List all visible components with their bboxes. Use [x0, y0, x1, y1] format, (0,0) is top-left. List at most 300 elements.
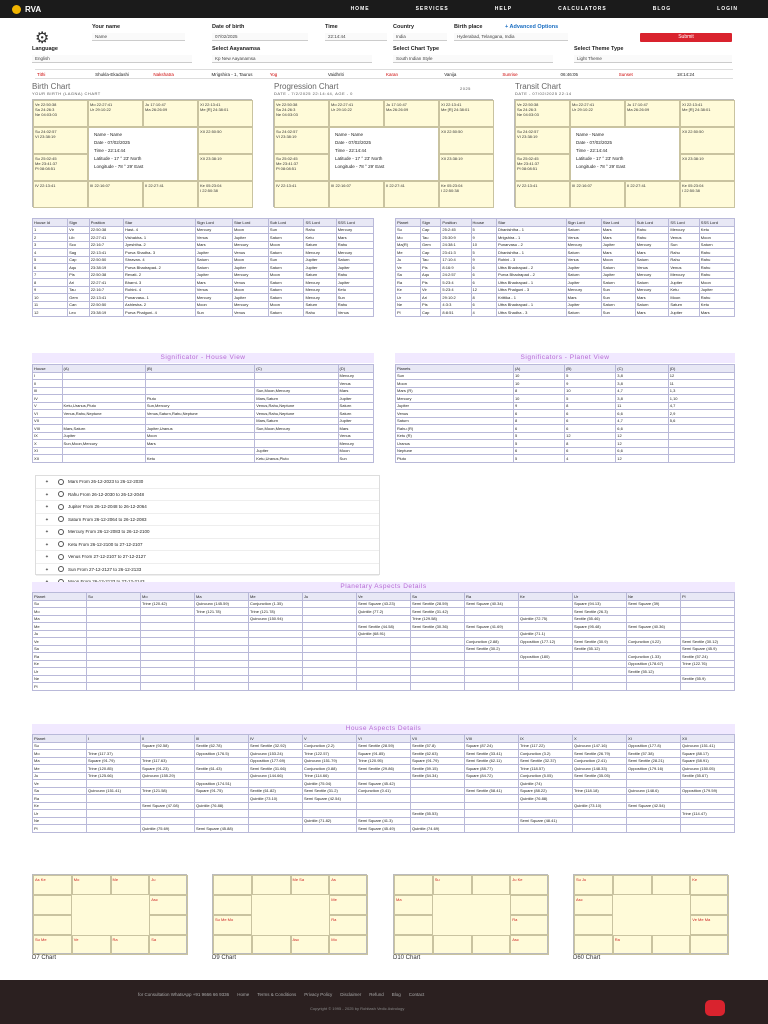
table-cell: Square (91.79) [411, 757, 465, 765]
table-row [33, 380, 374, 388]
chart-house-cell[interactable]: II 22:27:41 [625, 181, 680, 208]
chart-house-cell[interactable]: XII 23:38:19 [439, 154, 494, 181]
div-chart-house-cell[interactable] [510, 895, 549, 915]
div-chart-house-cell[interactable]: As Ke [33, 875, 72, 895]
table-cell: Rahu [699, 294, 734, 302]
table-cell [87, 660, 141, 668]
footer-refund[interactable]: Refund [369, 992, 384, 997]
table-row [33, 615, 735, 623]
div-chart-house-cell[interactable] [213, 935, 252, 955]
footer-privacy[interactable]: Privacy Policy [304, 992, 333, 997]
table-cell: 22:50:50 [89, 301, 123, 309]
table-cell: Tau [421, 256, 441, 264]
chart-house-cell[interactable]: XII 22:50:50 [198, 127, 253, 154]
table-cell: 8 [471, 294, 496, 302]
table-cell [465, 668, 519, 676]
table-row [396, 294, 735, 302]
birth-place-label: Birth place [454, 24, 483, 30]
table-cell: Saturn [195, 256, 232, 264]
table-cell: Mars [635, 249, 669, 257]
brand-logo[interactable] [12, 5, 41, 14]
div-chart-house-cell[interactable] [33, 915, 72, 935]
chart-house-cell[interactable]: II 22:27:41 [143, 181, 198, 208]
table-row [33, 772, 735, 780]
div-chart-house-cell[interactable]: Sa [149, 935, 188, 955]
nav-help[interactable]: HELP [494, 6, 513, 12]
chart-house-cell[interactable]: Su 24:02:57 VI 23:38:19 [274, 127, 329, 154]
table-cell: Square (88.77) [465, 765, 519, 773]
dasha-row[interactable] [36, 514, 379, 527]
table-header-row [33, 735, 735, 743]
chart-house-cell[interactable]: Ke 05:23:04 I 22:50:38 [680, 181, 735, 208]
table-cell: Mercury [304, 294, 336, 302]
div-chart-house-cell[interactable] [252, 935, 291, 955]
chart-house-cell[interactable]: Su 24:02:57 VI 23:38:19 [33, 127, 88, 154]
dasha-row[interactable] [36, 489, 379, 502]
table-row [396, 226, 735, 234]
chart-type-select[interactable]: South Indian Style [393, 55, 553, 63]
nav-blog[interactable]: BLOG [652, 6, 672, 12]
table-cell [303, 668, 357, 676]
chart-house-cell[interactable]: XII 22:50:50 [439, 127, 494, 154]
div-chart-house-cell[interactable] [394, 915, 433, 935]
expand-plus-icon[interactable]: + [45, 566, 49, 572]
div-chart-house-cell[interactable]: Ra [510, 915, 549, 935]
chart-house-cell[interactable]: Ke 05:23:04 I 22:50:38 [198, 181, 253, 208]
chart-center-line: Time - 22:14:44 [94, 148, 126, 153]
table-header-row [33, 219, 374, 227]
div-chart-house-cell[interactable]: Asc [291, 935, 330, 955]
table-row [396, 264, 735, 272]
table-cell: Sun [268, 226, 304, 234]
div-chart-house-cell[interactable] [252, 875, 291, 895]
table-cell: Vir [68, 226, 90, 234]
table-cell: Venus [232, 309, 268, 317]
name-input[interactable]: Name [92, 33, 185, 41]
div-chart-house-cell[interactable] [574, 915, 613, 935]
table-cell [627, 615, 681, 623]
table-cell [303, 615, 357, 623]
div-chart-house-cell[interactable]: Asc [574, 895, 613, 915]
table-cell [87, 615, 141, 623]
div-chart-house-cell[interactable]: Me Sa [291, 875, 330, 895]
chart-house-cell[interactable]: XII 23:38:19 [680, 154, 735, 181]
table-header-cell: VII [411, 735, 465, 743]
table-cell [519, 802, 573, 810]
div-chart-house-cell[interactable]: Asc [149, 895, 188, 915]
table-cell: Moon [145, 432, 254, 440]
table-row [33, 630, 735, 638]
table-cell: 12 [668, 372, 734, 380]
table-cell: 25:30:9 [441, 234, 471, 242]
footer-whatsapp[interactable]: for Consultation WhatsApp +91 9666 66 9336 [138, 992, 230, 997]
table-header-cell: Planet [33, 593, 87, 601]
div-chart-house-cell[interactable]: Me [329, 895, 368, 915]
table-cell: Semi Square (40.36) [627, 623, 681, 631]
table-cell: Mercury [635, 241, 669, 249]
table-cell: 6 [513, 447, 564, 455]
table-row [396, 309, 735, 317]
table-cell [303, 630, 357, 638]
div-chart-house-cell[interactable]: Ju [149, 875, 188, 895]
table-row [33, 417, 374, 425]
expand-plus-icon[interactable]: + [45, 504, 49, 510]
table-cell: Saturn [566, 271, 601, 279]
table-cell: 22:13:41 [89, 294, 123, 302]
chart-house-cell[interactable]: IV 22:13:41 [33, 181, 88, 208]
table-cell [141, 795, 195, 803]
table-cell: Quincunx (148.6) [627, 787, 681, 795]
table-row [396, 440, 735, 448]
chart-house-cell[interactable]: Su 25:02:45 Me 23:41:37 Pl 08:08:51 [515, 154, 570, 181]
table-cell: Purva Bhadrapad - 2 [496, 271, 566, 279]
chart-house-cell[interactable]: XII 22:50:50 [680, 127, 735, 154]
div-chart-house-cell[interactable]: Ra [613, 935, 652, 955]
table-cell: 2 [33, 234, 68, 242]
table-cell: 24:38:1 [441, 241, 471, 249]
table-cell: V [33, 402, 63, 410]
chart-house-cell[interactable]: Su 24:02:57 VI 23:38:19 [515, 127, 570, 154]
table-cell: Purva Shadha- 3 [124, 249, 196, 257]
table-header-cell: House Id [33, 219, 68, 227]
chart-house-cell[interactable]: XI 22:13:41 Me [R] 24:38:01 [198, 100, 253, 127]
chart-house-cell[interactable]: Mo 22:27:41 Ur 29:10:22 [329, 100, 384, 127]
table-header-cell: Su [87, 593, 141, 601]
expand-plus-icon[interactable]: + [45, 541, 49, 547]
table-cell: Saturn [268, 234, 304, 242]
div-chart-house-cell[interactable] [394, 935, 433, 955]
div-chart-house-cell[interactable]: Mo [72, 875, 111, 895]
table-cell: Venus,Saturn,Rahu,Neptune [145, 410, 254, 418]
chart-house-cell[interactable]: Ve 22:50:38 Sa 24:26:3 Ne 04:03:03 [33, 100, 88, 127]
table-cell: Saturn [304, 301, 336, 309]
d9-chart-label: D9 Chart [212, 955, 237, 961]
table-cell: 22:27:41 [89, 279, 123, 287]
table-cell: Square (84.72) [465, 772, 519, 780]
dasha-row[interactable] [36, 526, 379, 539]
table-cell [411, 817, 465, 825]
radio-icon[interactable] [58, 541, 64, 547]
table-cell: 4 [565, 455, 616, 463]
theme-select[interactable]: Light Theme [574, 55, 732, 63]
table-cell [465, 817, 519, 825]
div-chart-house-cell[interactable]: Mo [329, 935, 368, 955]
div-chart-house-cell[interactable] [574, 935, 613, 955]
chart-house-cell[interactable]: Ju 17:10:47 Ma 26:26:09 [625, 100, 680, 127]
table-row [33, 241, 374, 249]
table-header-cell: (D) [668, 365, 734, 373]
table-cell: Venus [195, 234, 232, 242]
ayanamsa-select[interactable]: Kp New Aayanamsa [212, 55, 372, 63]
table-cell: Saturn [268, 309, 304, 317]
dasha-row[interactable] [36, 501, 379, 514]
table-cell: Jupiter [396, 402, 514, 410]
top-navbar [0, 0, 768, 18]
chart-house-cell[interactable]: Ju 17:10:47 Ma 26:26:09 [384, 100, 439, 127]
chat-icon[interactable] [705, 1000, 725, 1016]
table-row [33, 660, 735, 668]
table-cell: Su [396, 226, 421, 234]
chart-house-cell[interactable]: IV 22:13:41 [274, 181, 329, 208]
progression-chart-subtitle: DATE - 7/2/2025 22:14:44, AGE - 0 [274, 91, 353, 96]
div-chart-house-cell[interactable] [433, 935, 472, 955]
table-header-cell: (D) [338, 365, 373, 373]
radio-icon[interactable] [58, 529, 64, 535]
div-chart-house-cell[interactable]: Su Me [33, 935, 72, 955]
table-cell: 1 [33, 226, 68, 234]
table-row [33, 683, 735, 691]
dasha-label: Rahu From 26-12-2030 to 26-12-2048 [68, 491, 145, 497]
dasha-row[interactable] [36, 539, 379, 552]
table-header-cell: XII [681, 735, 735, 743]
table-header-cell: (B) [565, 365, 616, 373]
d7-chart-label: D7 Chart [32, 955, 57, 961]
footer-home[interactable]: Home [237, 992, 250, 997]
expand-plus-icon[interactable]: + [45, 479, 49, 485]
table-cell [519, 810, 573, 818]
div-chart-house-cell[interactable]: Ke [690, 875, 729, 895]
table-cell: 5:23:4 [441, 286, 471, 294]
div-chart-house-cell[interactable] [472, 935, 511, 955]
div-chart-house-cell[interactable]: As [329, 875, 368, 895]
table-cell: Conjunction (5.05) [519, 772, 573, 780]
table-cell: Ke [33, 802, 87, 810]
div-chart-house-cell[interactable] [652, 935, 691, 955]
table-cell [62, 380, 145, 388]
table-cell [681, 825, 735, 833]
sig-house-wrap [32, 364, 374, 463]
table-cell: Jupiter [232, 264, 268, 272]
radio-icon[interactable] [58, 516, 64, 522]
div-chart-house-cell[interactable]: Asc [510, 935, 549, 955]
radio-icon[interactable] [58, 491, 64, 497]
radio-icon[interactable] [58, 504, 64, 510]
table-cell: Opposition (179.59) [681, 787, 735, 795]
time-input[interactable]: 22:14:44 [325, 33, 387, 41]
table-cell: 9 [471, 256, 496, 264]
table-cell: 22:27:41 [89, 234, 123, 242]
div-chart-house-cell[interactable] [213, 895, 252, 915]
table-cell: Jupiter [255, 447, 338, 455]
div-chart-house-cell[interactable]: Me [111, 875, 150, 895]
dob-input[interactable]: 07/02/2025 [212, 33, 308, 41]
chart-type-label: Select Chart Type [393, 46, 440, 52]
chart-house-cell[interactable]: Su 25:02:45 Me 23:41:37 Pl 08:08:51 [33, 154, 88, 181]
table-row [33, 372, 374, 380]
nav-services[interactable]: SERVICES [415, 6, 449, 12]
div-chart-house-cell[interactable] [652, 875, 691, 895]
div-chart-house-cell[interactable]: Ve Me Ma [690, 915, 729, 935]
table-cell: VIII [33, 425, 63, 433]
table-header-cell: House [33, 365, 63, 373]
table-cell: Moon [699, 234, 734, 242]
div-chart-house-cell[interactable]: Su Ju [574, 875, 613, 895]
table-row [33, 675, 735, 683]
table-row [33, 802, 735, 810]
advanced-options-link[interactable]: + Advanced Options [505, 24, 559, 30]
div-chart-house-cell[interactable]: Ve [72, 935, 111, 955]
table-cell: 7 [33, 271, 68, 279]
table-cell [681, 780, 735, 788]
table-cell: Conjunction (2.41) [573, 757, 627, 765]
expand-plus-icon[interactable]: + [45, 491, 49, 497]
progression-year[interactable]: 2025 [460, 86, 471, 91]
footer-copyright: Copyright © 1995 - 2025 by Rohitash Vedic Astrology [310, 1006, 405, 1011]
table-cell: Saturn [669, 301, 699, 309]
table-cell: Quintile (71.1) [519, 630, 573, 638]
table-cell [62, 372, 145, 380]
div-chart-house-cell[interactable]: Ju Ke [510, 875, 549, 895]
div-chart-house-cell[interactable] [213, 875, 252, 895]
expand-plus-icon[interactable]: + [45, 516, 49, 522]
chart-house-cell[interactable]: XII 23:38:19 [198, 154, 253, 181]
nav-calculators[interactable]: CALCULATORS [558, 6, 607, 12]
chart-house-cell[interactable]: XI 22:13:41 Me [R] 24:38:01 [439, 100, 494, 127]
dasha-row[interactable] [36, 476, 379, 489]
table-cell: 5 [513, 455, 564, 463]
table-cell: 12 [33, 309, 68, 317]
expand-plus-icon[interactable]: + [45, 554, 49, 560]
div-chart-house-cell[interactable] [33, 895, 72, 915]
chart-house-cell[interactable]: Ve 22:50:38 Sa 24:26:3 Ne 04:03:03 [274, 100, 329, 127]
table-cell [465, 675, 519, 683]
table-row [33, 256, 374, 264]
chart-house-cell[interactable]: Ju 17:10:47 Ma 26:26:09 [143, 100, 198, 127]
gear-icon[interactable]: ⚙ [35, 30, 50, 47]
chart-house-cell[interactable]: IV 22:13:41 [515, 181, 570, 208]
table-cell: Semi Sextile (31.2) [303, 787, 357, 795]
table-cell [195, 638, 249, 646]
table-cell [87, 810, 141, 818]
table-cell: Sextile (55.67) [681, 772, 735, 780]
table-cell [357, 660, 411, 668]
table-cell [303, 600, 357, 608]
chart-center-info [570, 127, 680, 181]
table-row [33, 387, 374, 395]
chart-house-cell[interactable]: Ve 22:50:38 Sa 24:26:3 Ne 04:03:03 [515, 100, 570, 127]
table-cell: Mercury [566, 241, 601, 249]
table-cell [573, 780, 627, 788]
submit-button[interactable]: Submit [640, 33, 732, 42]
footer-terms[interactable]: Terms & Conditions [257, 992, 297, 997]
table-cell: Mercury [336, 226, 373, 234]
table-cell: XI [33, 447, 63, 455]
radio-icon[interactable] [58, 554, 64, 560]
table-header-cell: (C) [255, 365, 338, 373]
radio-icon[interactable] [58, 566, 64, 572]
chart-house-cell[interactable]: XI 22:13:41 Me [R] 24:38:01 [680, 100, 735, 127]
div-chart-house-cell[interactable]: Su [433, 875, 472, 895]
div-chart-house-cell[interactable] [149, 915, 188, 935]
table-cell [303, 802, 357, 810]
table-cell [681, 683, 735, 691]
table-cell: Me [33, 623, 87, 631]
chart-house-cell[interactable]: III 22:16:07 [570, 181, 625, 208]
table-cell: 22:16:7 [89, 286, 123, 294]
table-cell: Saturn [601, 279, 635, 287]
table-cell: Rahu [304, 309, 336, 317]
footer-blog[interactable]: Blog [391, 992, 401, 997]
table-cell: Conjunction (0.41) [357, 787, 411, 795]
table-cell: I [33, 372, 63, 380]
table-cell: Hast- 4 [124, 226, 196, 234]
table-cell [87, 638, 141, 646]
table-cell: Sextile (55.9) [681, 675, 735, 683]
table-cell [668, 455, 734, 463]
chart-house-cell[interactable]: II 22:27:41 [384, 181, 439, 208]
div-chart-house-cell[interactable] [690, 895, 729, 915]
table-cell: Rahu [699, 264, 734, 272]
table-cell: Bharni- 3 [124, 279, 196, 287]
dasha-row[interactable] [36, 564, 379, 577]
chart-center-line: Date - 07/02/2025 [335, 140, 372, 145]
table-cell [141, 653, 195, 661]
birth-chart [32, 99, 252, 207]
div-chart-house-cell[interactable] [394, 875, 433, 895]
table-cell: Ra [33, 795, 87, 803]
nav-home[interactable]: HOME [350, 6, 370, 12]
table-cell: Semi Sextile (26.3) [573, 608, 627, 616]
radio-icon[interactable] [58, 479, 64, 485]
d9-chart [212, 874, 367, 954]
div-chart-house-cell[interactable]: Ma [394, 895, 433, 915]
footer-contact[interactable]: Contact [408, 992, 425, 997]
table-cell: 9 [513, 402, 564, 410]
div-chart-house-cell[interactable]: Su Me Mo [213, 915, 252, 935]
div-chart-house-cell[interactable] [613, 875, 652, 895]
birth-place-input[interactable]: Hyderabad, Telangana, India [454, 33, 568, 41]
table-cell: Uttra Bhadrapad - 1 [496, 301, 566, 309]
table-cell [141, 750, 195, 758]
table-cell: Mercury [195, 294, 232, 302]
table-cell [573, 630, 627, 638]
expand-plus-icon[interactable]: + [45, 529, 49, 535]
nav-login[interactable]: LOGIN [717, 6, 738, 12]
chart-house-cell[interactable]: Ke 05:23:04 I 22:50:38 [439, 181, 494, 208]
table-cell: Moon [268, 271, 304, 279]
footer-disclaimer[interactable]: Disclaimer [340, 992, 362, 997]
table-cell: Jupiter [601, 271, 635, 279]
div-chart-house-cell[interactable]: Ra [111, 935, 150, 955]
table-header-cell: Planet [33, 735, 87, 743]
table-cell [411, 795, 465, 803]
table-cell [411, 653, 465, 661]
planet-details-table [395, 218, 735, 317]
chart-house-cell[interactable]: Mo 22:27:41 Ur 29:10:22 [88, 100, 143, 127]
chart-house-cell[interactable]: Su 25:02:45 Me 23:41:37 Pl 08:08:51 [274, 154, 329, 181]
table-cell: 6 [513, 425, 564, 433]
language-select[interactable]: English [32, 55, 192, 63]
chart-house-cell[interactable]: Mo 22:27:41 Ur 29:10:22 [570, 100, 625, 127]
div-chart-house-cell[interactable] [472, 875, 511, 895]
planetary-aspects-table [32, 592, 735, 691]
table-cell: 10 [471, 241, 496, 249]
table-cell [303, 645, 357, 653]
chart-house-cell[interactable]: III 22:16:07 [88, 181, 143, 208]
table-header-cell: Ma [195, 593, 249, 601]
table-cell: Sa [33, 787, 87, 795]
div-chart-house-cell[interactable]: Ra [329, 915, 368, 935]
div-chart-house-cell[interactable] [690, 935, 729, 955]
chart-house-cell[interactable]: III 22:16:07 [329, 181, 384, 208]
country-select[interactable]: India [393, 33, 447, 41]
table-cell: Mercury [232, 301, 268, 309]
table-cell: Ke [33, 660, 87, 668]
table-cell: 6 [565, 425, 616, 433]
chart-center-line: Longitude - 78 ° 29' East [335, 164, 385, 169]
dasha-row[interactable] [36, 551, 379, 564]
table-cell: 8:8:51 [441, 309, 471, 317]
